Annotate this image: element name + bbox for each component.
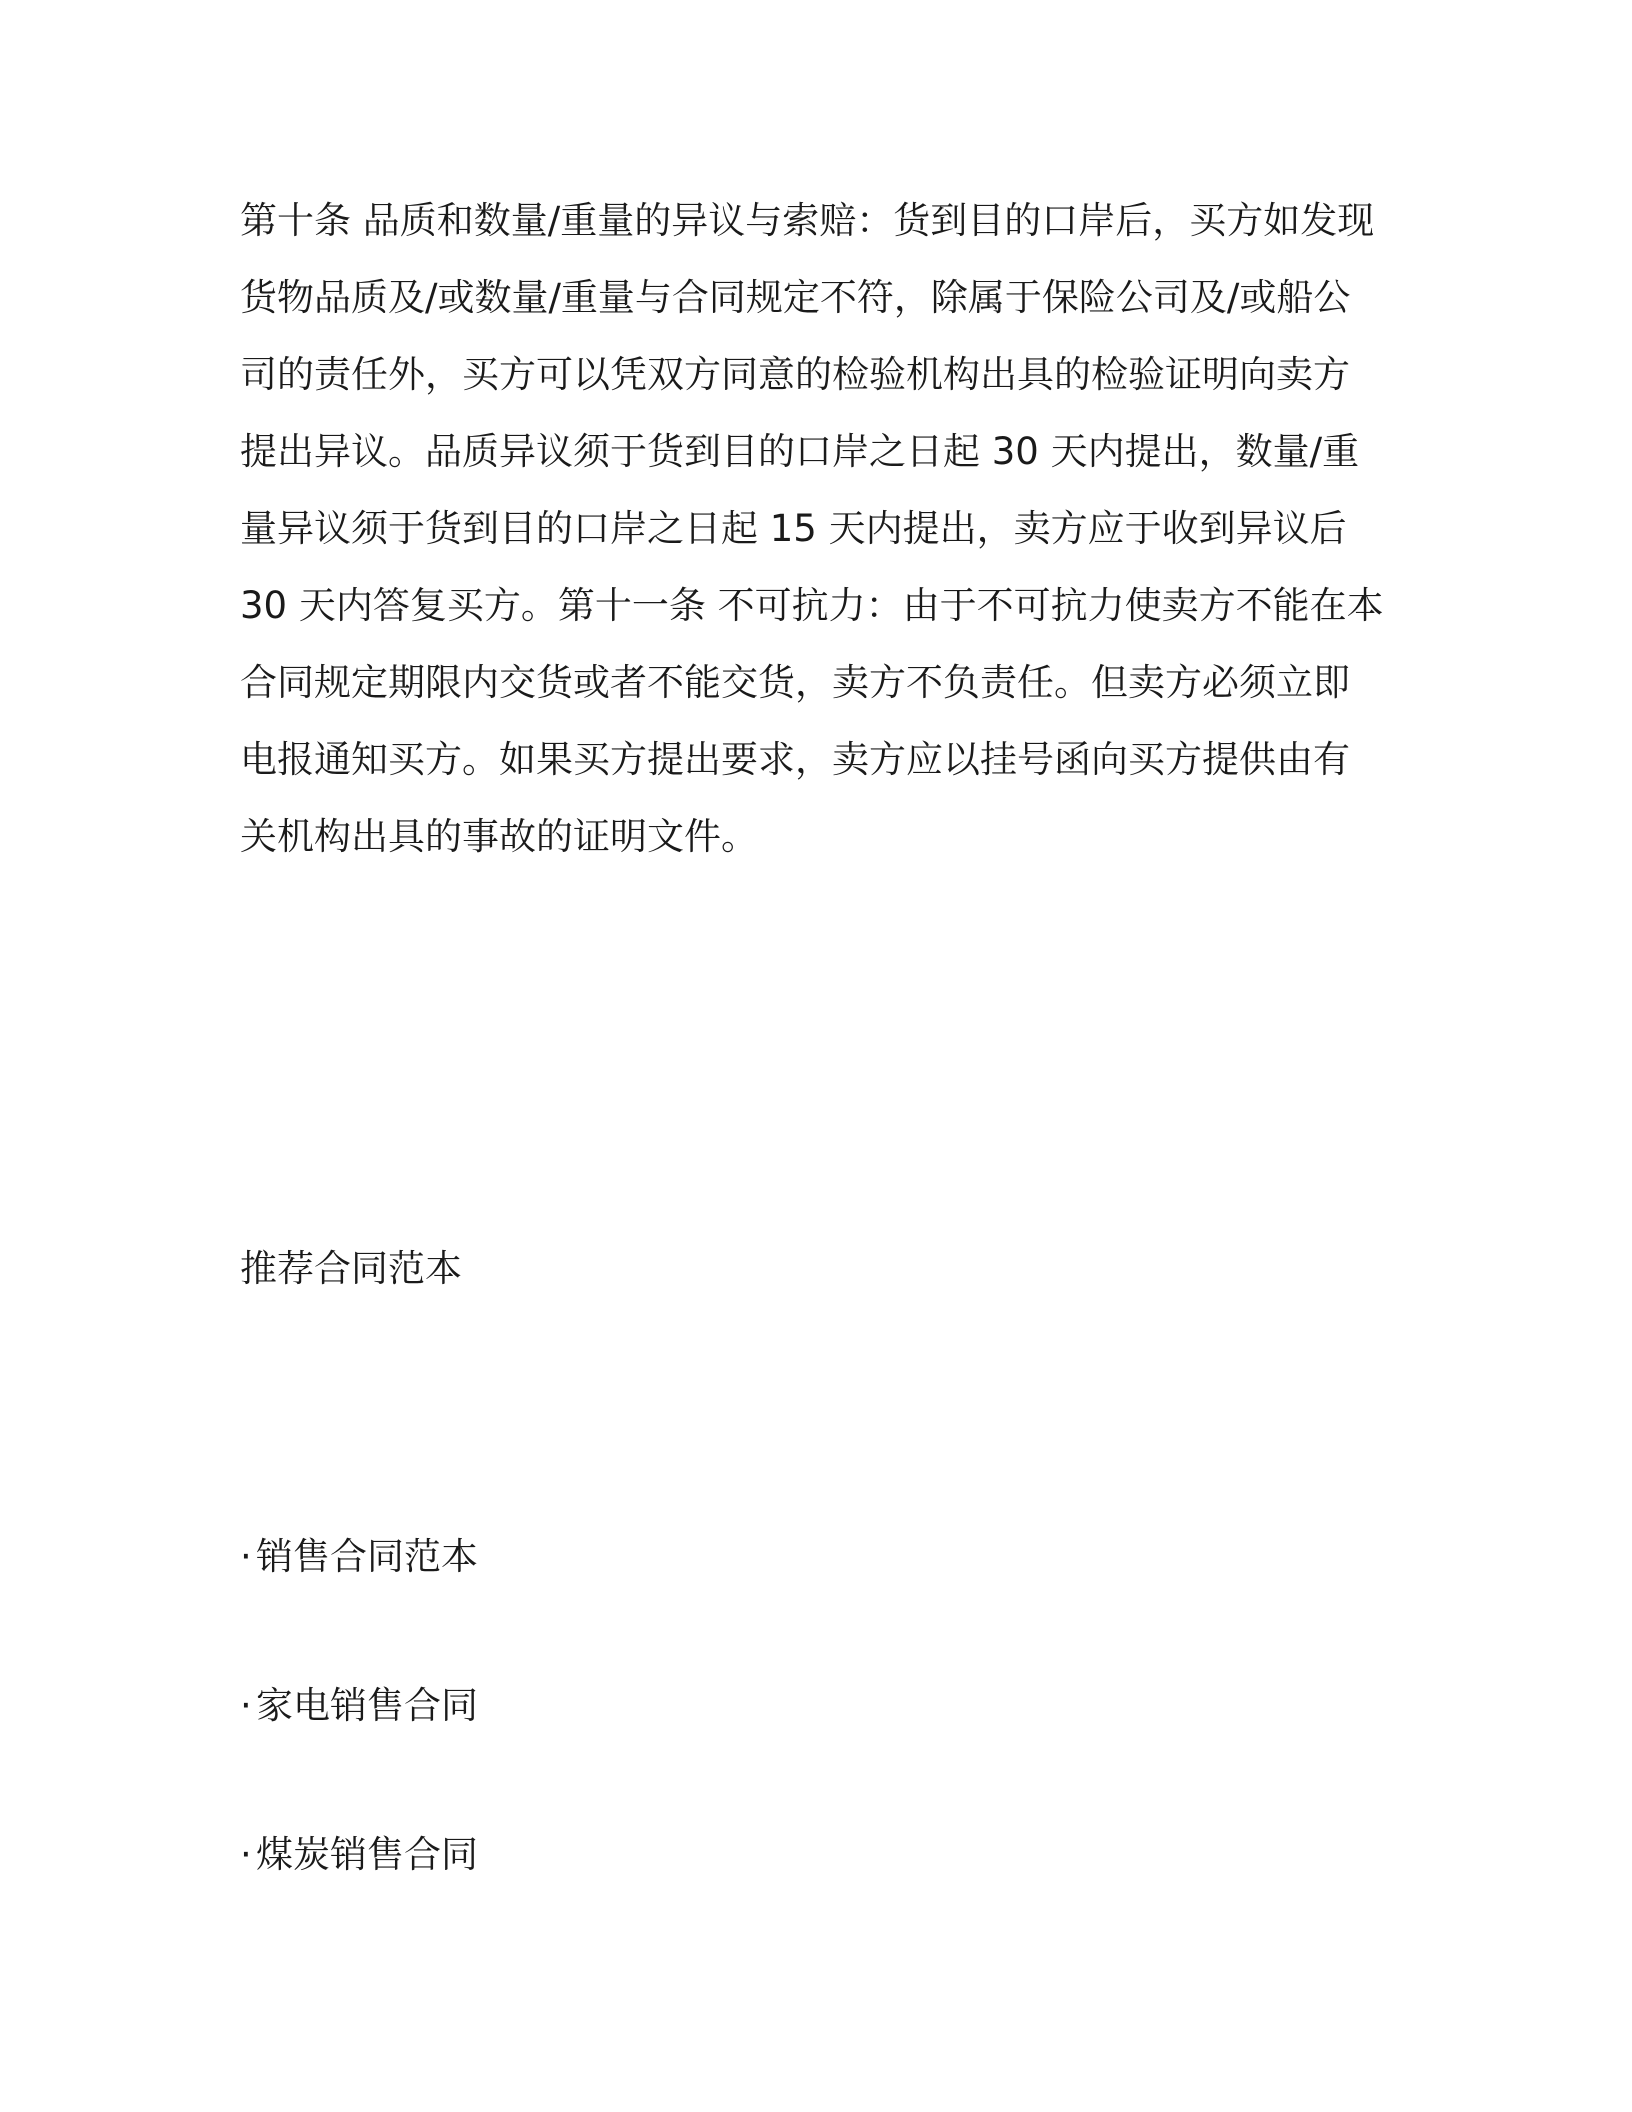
paragraph-line: 司的责任外，买方可以凭双方同意的检验机构出具的检验证明向卖方 [240, 353, 1350, 396]
list-item [240, 1527, 478, 1676]
paragraph-line: 量异议须于货到目的口岸之日起 15 天内提出，卖方应于收到异议后 [240, 507, 1347, 550]
recommended-contract-list [240, 1527, 478, 1974]
link-sales-contract-template[interactable]: 销售合同范本 [256, 1535, 478, 1578]
recommended-section-title: 推荐合同范本 [240, 1247, 462, 1290]
list-item [240, 1825, 478, 1974]
paragraph-line: 合同规定期限内交货或者不能交货，卖方不负责任。但卖方必须立即 [240, 661, 1350, 704]
link-coal-sales-contract[interactable]: 煤炭销售合同 [256, 1833, 478, 1876]
contract-clause-paragraph [240, 182, 1390, 875]
paragraph-line: 30 天内答复买方。第十一条 不可抗力：由于不可抗力使卖方不能在本 [240, 584, 1384, 627]
bullet-marker: · [240, 1833, 252, 1876]
paragraph-line: 提出异议。品质异议须于货到目的口岸之日起 30 天内提出，数量/重 [240, 430, 1360, 473]
paragraph-line: 电报通知买方。如果买方提出要求，卖方应以挂号函向买方提供由有 [240, 738, 1350, 781]
link-appliance-sales-contract[interactable]: 家电销售合同 [256, 1684, 478, 1727]
bullet-marker: · [240, 1535, 252, 1578]
list-item [240, 1676, 478, 1825]
paragraph-line: 关机构出具的事故的证明文件。 [240, 815, 758, 858]
paragraph-line: 第十条 品质和数量/重量的异议与索赔：货到目的口岸后，买方如发现 [240, 199, 1375, 242]
paragraph-line: 货物品质及/或数量/重量与合同规定不符，除属于保险公司及/或船公 [240, 276, 1351, 319]
bullet-marker: · [240, 1684, 252, 1727]
